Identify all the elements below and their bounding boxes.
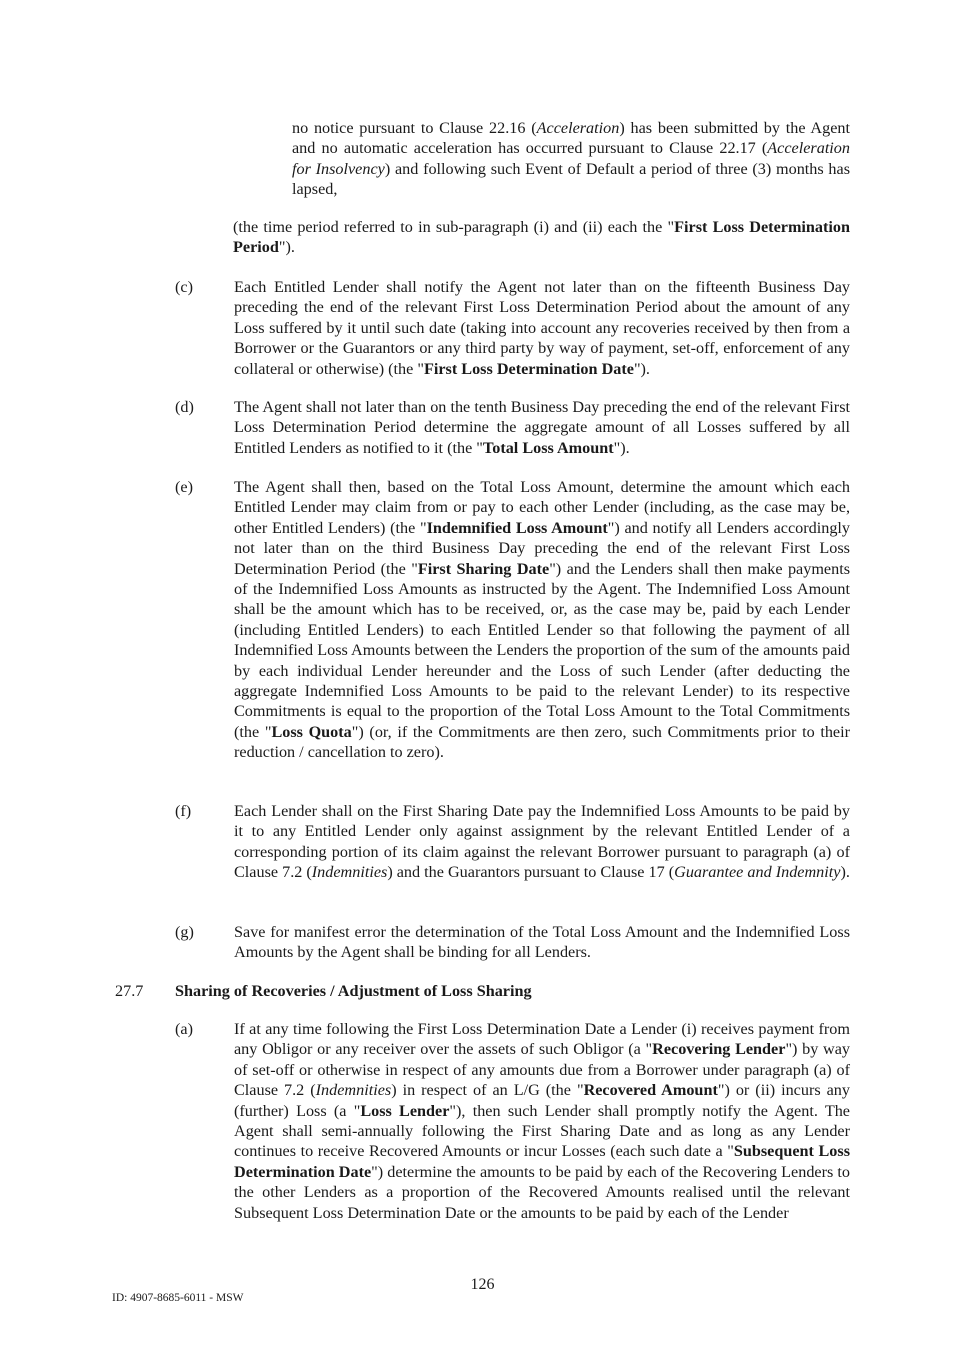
clause-title: Guarantee and Indemnity [674,863,841,882]
text-run: ) in respect of an L/G (the " [391,1081,584,1100]
list-item-text [234,477,850,763]
defined-term: Total Loss Amount [482,438,614,457]
text-run: "), then such Lender shall promptly notify the Agent. The Agent shall semi-annually following the First Sharing Date and as long as any Lender continues to receive Recovered Amounts or incur Losses (each such date a " [234,1101,850,1161]
defined-term: Recovering Lender [652,1040,786,1059]
text-run: Each Lender shall on the First Sharing Date pay the Indemnified Loss Amounts to be paid by it to any Entitled Lender only against assignment by the relevant Entitled Lender of a corresponding portion of its claim against the relevant Borrower pursuant to paragraph (a) of Clause 7.2 ( [234,802,850,882]
text-run: "). [633,359,650,378]
clause-title: Acceleration [536,119,620,137]
text-run: no notice pursuant to Clause 22.16 ( [292,119,537,137]
text-run: ") by way of set-off or otherwise in respect of any amounts due from a Borrower under paragraph (a) of Clause 7.2 ( [234,1040,851,1100]
text-run: ) has been submitted by the Agent and no automatic acceleration has occurred pursuant to Clause 22.17 ( [292,119,850,158]
list-item-text [234,922,850,963]
text-run: The Agent shall then, based on the Total Loss Amount, determine the amount which each Entitled Lender may claim from or pay to each other Lender (including, as the case may be, other Entitled Lenders) (the " [234,478,850,537]
list-marker: (a) [175,1020,193,1038]
section-number: 27.7 [115,982,144,1000]
list-marker: (e) [175,478,193,496]
list-marker: (c) [175,278,193,296]
list-marker: (g) [175,923,194,941]
defined-term: First Loss Determination Period [233,218,851,257]
defined-term: Subsequent Loss Determination Date [234,1142,850,1181]
section-title: Sharing of Recoveries / Adjustment of Loss Sharing [175,982,532,1000]
text-run: ") or (ii) incurs any (further) Loss (a " [234,1081,850,1120]
text-run: Save for manifest error the determination of the Total Loss Amount and the Indemnified Loss Amounts by the Agent shall be binding for all Lenders. [234,923,850,962]
text-run: ). [840,863,850,882]
defined-term: Loss Quota [271,722,352,741]
text-run: ) and following such Event of Default a period of three (3) months has lapsed, [292,159,850,199]
text-run: ") determine the amounts to be paid by each of the Recovering Lenders to the other Lenders as a proportion of the Recovered Amounts realised until the relevant Subsequent Loss Determination Date or the amounts to be paid by each of the Lender [234,1162,851,1222]
text-run: ) and the Guarantors pursuant to Clause 17 ( [387,863,675,882]
text-run: If at any time following the First Loss Determination Date a Lender (i) receives payment from any Obligor or any receiver over the assets of such Obligor (a " [234,1020,850,1059]
defined-term: First Sharing Date [417,559,550,578]
clause-title: Acceleration for Insolvency [292,139,850,178]
list-item-text [234,397,850,458]
defined-term: First Loss Determination Date [423,359,634,378]
clause-title: Indemnities [315,1081,392,1100]
continuation-paragraph [292,118,850,200]
defined-term: Recovered Amount [583,1081,718,1100]
list-item-text [234,1019,850,1223]
list-item-text [234,277,850,379]
text-run: ") and the Lenders shall then make payments of the Indemnified Loss Amounts as instructed by the Agent. The Indemnified Loss Amount shall be the amount which has to be received, or, as the case may be, paid by each Lender (including Entitled Lenders) to each Entitled Lender so that following the payment of all Indemnified Loss Amounts between the Lenders the proportion of the sum of the amounts paid by each individual Lender hereunder and the Loss of such Lender (after deducting the aggregate Indemnified Loss Amounts to be paid to the relevant Lender) to its respective Commitments is equal to the proportion of the Total Loss Amount to the Total Commitments (the " [234,559,850,741]
period-definition-paragraph [233,217,850,258]
clause-title: Indemnities [311,863,388,882]
text-run: The Agent shall not later than on the tenth Business Day preceding the end of the relevant First Loss Determination Period determine the aggregate amount of all Losses suffered by all Entitled Lenders as notified to it (the " [234,398,850,457]
defined-term: Loss Lender [360,1101,450,1120]
list-item-text [234,801,850,883]
list-marker: (f) [175,802,192,820]
text-run: "). [278,238,295,257]
text-run: ") (or, if the Commitments are then zero, such Commitments prior to their reduction / cancellation to zero). [234,722,850,762]
text-run: ") and notify all Lenders accordingly not later than on the third Business Day preceding the end of the relevant First Loss Determination Period (the " [234,518,851,578]
text-run: Each Entitled Lender shall notify the Agent not later than on the fifteenth Business Day preceding the end of the relevant First Loss Determination Period about the amount of any Loss suffered by it until such date (taking into account any recoveries received by then from a Borrower or the Guarantors or any third party by way of payment, set-off, enforcement of any collateral or otherwise) (the " [234,278,850,378]
document-id: ID: 4907-8685-6011 - MSW [112,1292,244,1304]
text-run: "). [613,438,630,457]
page-number: 126 [470,1276,495,1293]
defined-term: Indemnified Loss Amount [426,518,608,537]
text-run: (the time period referred to in sub-paragraph (i) and (ii) each the " [233,218,675,236]
list-marker: (d) [175,398,194,416]
